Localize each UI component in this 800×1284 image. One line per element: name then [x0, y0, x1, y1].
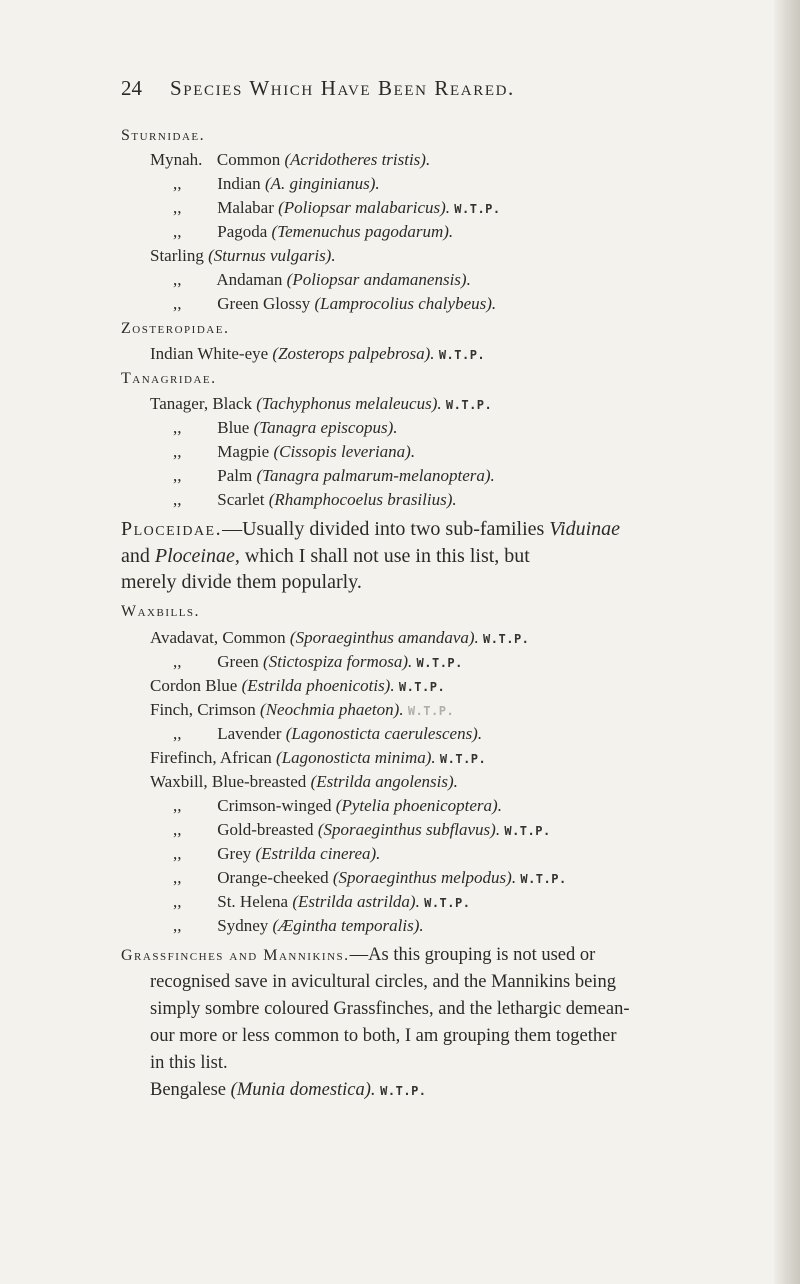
ditto-mark: ,,: [173, 820, 182, 839]
handwritten-note: W.T.P.: [424, 896, 471, 910]
latin-name: (Sporaeginthus subflavus).: [317, 820, 501, 839]
list-item: [173, 724, 482, 744]
entry-name: Black: [212, 394, 252, 413]
list-item: [173, 294, 496, 314]
list-item: [150, 628, 529, 648]
list-item: [150, 676, 445, 696]
grassfinches-paragraph-line: recognised save in avicultural circles, and the Mannikins being: [150, 972, 616, 992]
latin-name: (Estrilda cinerea).: [255, 844, 381, 863]
entry-name: Sydney: [217, 916, 269, 935]
entry-name: Lavender: [217, 724, 282, 743]
handwritten-note: W.T.P.: [407, 704, 455, 718]
latin-name: (Estrilda angolensis).: [310, 772, 458, 791]
ditto-mark: ,,: [173, 868, 182, 887]
latin-name: (Lagonosticta minima).: [276, 748, 436, 767]
entry-name: Avadavat, Common: [150, 628, 286, 647]
ditto-mark: ,,: [173, 916, 182, 935]
latin-name: (Estrilda astrilda).: [292, 892, 420, 911]
ditto-mark: ,,: [173, 652, 182, 671]
list-item: [173, 844, 380, 864]
section-heading-waxbills: Waxbills.: [121, 603, 201, 620]
handwritten-note: W.T.P.: [398, 680, 446, 694]
entry-name: Firefinch, African: [150, 748, 272, 767]
genus-label: Starling: [150, 246, 204, 265]
entry-name: Finch, Crimson: [150, 700, 256, 719]
ploceidae-paragraph-line: merely divide them popularly.: [121, 571, 362, 593]
latin-name: (Lamprocolius chalybeus).: [314, 294, 497, 313]
list-item: [150, 344, 485, 364]
entry-name: Indian: [217, 174, 261, 193]
latin-name: (A. ginginianus).: [264, 174, 380, 193]
handwritten-note: W.T.P.: [520, 872, 567, 886]
ditto-mark: ,,: [173, 724, 182, 743]
entry-name: Blue: [217, 418, 250, 437]
ploceidae-paragraph-line: Ploceidae.—Usually divided into two sub-families Viduinae: [121, 518, 621, 540]
list-item: [150, 246, 336, 266]
entry-name: Pagoda: [217, 222, 268, 241]
ditto-mark: ,,: [173, 174, 182, 193]
entry-name: Magpie: [217, 442, 270, 461]
genus-label: Tanager,: [150, 394, 209, 413]
grassfinches-paragraph-line: in this list.: [150, 1053, 228, 1073]
section-heading-sturnidae: Sturnidae.: [121, 127, 206, 144]
entry-name: Andaman: [216, 270, 283, 289]
handwritten-note: W.T.P.: [439, 752, 487, 766]
entry-name: Green Glossy: [217, 294, 311, 313]
latin-name: (Cissopis leveriana).: [273, 442, 416, 461]
latin-name: (Temenuchus pagodarum).: [271, 222, 454, 241]
list-item: [173, 820, 551, 840]
entry-name: Orange-cheeked: [217, 868, 329, 887]
latin-name: (Sporaeginthus melpodus).: [332, 868, 517, 887]
ditto-mark: ,,: [173, 796, 182, 815]
list-item: [173, 868, 567, 888]
latin-name: (Munia domestica).: [230, 1080, 376, 1100]
latin-name: (Rhamphocoelus brasilius).: [268, 490, 457, 509]
entry-name: Palm: [217, 466, 253, 485]
list-item: [173, 198, 501, 218]
list-item: [173, 270, 471, 290]
latin-name: (Lagonosticta caerulescens).: [285, 724, 483, 743]
section-heading-grassfinches: Grassfinches and Mannikins.: [121, 947, 350, 964]
ditto-mark: ,,: [173, 892, 182, 911]
latin-name: (Tanagra episcopus).: [253, 418, 398, 437]
entry-name: Indian White-eye: [150, 344, 269, 363]
list-item: [150, 748, 486, 768]
entry-name: Malabar: [217, 198, 274, 217]
ditto-mark: ,,: [173, 270, 182, 289]
latin-name: (Acridotheres tristis).: [284, 150, 431, 169]
handwritten-note: W.T.P.: [504, 824, 551, 838]
list-item: [150, 1080, 427, 1101]
latin-name: (Neochmia phaeton).: [260, 700, 404, 719]
handwritten-note: W.T.P.: [416, 656, 463, 670]
list-item: [173, 652, 463, 672]
latin-name: (Poliopsar malabaricus).: [278, 198, 451, 217]
ditto-mark: ,,: [173, 222, 182, 241]
entry-name: Scarlet: [217, 490, 265, 509]
grassfinches-paragraph-line: simply sombre coloured Grassfinches, and the lethargic demean-: [150, 999, 630, 1019]
list-item: [173, 490, 457, 510]
entry-name: Gold-breasted: [217, 820, 314, 839]
list-item: [150, 394, 492, 414]
entry-name: Bengalese: [150, 1080, 227, 1100]
list-item: [150, 772, 458, 792]
handwritten-note: W.T.P.: [380, 1084, 427, 1098]
entry-name: Crimson-winged: [217, 796, 332, 815]
ditto-mark: ,,: [173, 442, 182, 461]
latin-name: (Tanagra palmarum-melanoptera).: [256, 466, 495, 485]
handwritten-note: W.T.P.: [445, 398, 493, 412]
entry-name: Cordon Blue: [150, 676, 238, 695]
list-item: [150, 150, 430, 170]
section-heading-ploceidae: Ploceidae.: [121, 518, 223, 540]
page-number: 24: [121, 76, 142, 100]
genus-label: Mynah.: [150, 150, 203, 169]
ditto-mark: ,,: [173, 418, 182, 437]
section-heading-zosteropidae: Zosteropidae.: [121, 320, 230, 337]
ditto-mark: ,,: [173, 294, 182, 313]
ditto-mark: ,,: [173, 490, 182, 509]
latin-name: (Tachyphonus melaleucus).: [256, 394, 442, 413]
latin-name: (Pytelia phoenicoptera).: [335, 796, 502, 815]
entry-name: St. Helena: [217, 892, 289, 911]
entry-name: Common: [216, 150, 281, 169]
running-head: Species Which Have Been Reared.: [170, 76, 515, 100]
list-item: [173, 916, 424, 936]
handwritten-note: W.T.P.: [454, 202, 501, 216]
list-item: [150, 700, 454, 720]
page-edge-shadow: [774, 0, 800, 1284]
entry-name: Green: [217, 652, 259, 671]
latin-name: (Poliopsar andamanensis).: [286, 270, 471, 289]
list-item: [173, 174, 380, 194]
ploceidae-paragraph-line: and Ploceinae, which I shall not use in this list, but: [121, 545, 530, 567]
latin-name: (Sturnus vulgaris).: [208, 246, 336, 265]
list-item: [173, 466, 495, 486]
entry-name: Grey: [217, 844, 252, 863]
grassfinches-paragraph-line: our more or less common to both, I am grouping them together: [150, 1026, 617, 1046]
latin-name: (Sporaeginthus amandava).: [289, 628, 479, 647]
grassfinches-paragraph-line: Grassfinches and Mannikins.—As this grouping is not used or: [121, 945, 596, 965]
ditto-mark: ,,: [173, 466, 182, 485]
list-item: [173, 796, 502, 816]
list-item: [173, 442, 415, 462]
ditto-mark: ,,: [173, 844, 182, 863]
list-item: [173, 418, 398, 438]
list-item: [173, 222, 453, 242]
ditto-mark: ,,: [173, 198, 182, 217]
latin-name: (Stictospiza formosa).: [263, 652, 413, 671]
handwritten-note: W.T.P.: [438, 348, 486, 362]
list-item: [173, 892, 470, 912]
latin-name: (Ægintha temporalis).: [272, 916, 424, 935]
handwritten-note: W.T.P.: [483, 632, 530, 646]
section-heading-tanagridae: Tanagridae.: [121, 370, 217, 387]
latin-name: (Zosterops palpebrosa).: [272, 344, 435, 363]
latin-name: (Estrilda phoenicotis).: [241, 676, 395, 695]
entry-name: Waxbill, Blue-breasted: [150, 772, 307, 791]
